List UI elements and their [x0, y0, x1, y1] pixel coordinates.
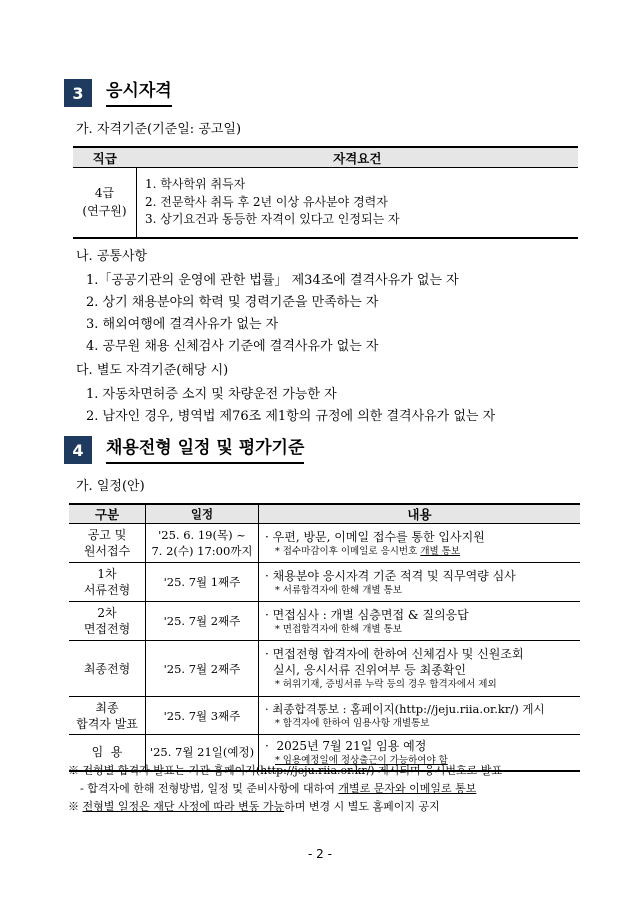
content-cell	[259, 697, 581, 735]
table-header: 일정	[146, 504, 259, 524]
common-item: 4. 공무원 채용 신체검사 기준에 결격사유가 없는 자	[86, 339, 379, 354]
stage-line: 최종	[95, 700, 119, 715]
content-note	[265, 545, 576, 558]
table-header: 자격요건	[137, 147, 579, 168]
stage-line: 서류전형	[83, 583, 131, 597]
date-line: '25. 7월 1째주	[163, 575, 241, 589]
qualification-table	[73, 146, 578, 239]
content-line: · 최종합격통보 : 홈페이지(http://jeju.riia.or.kr/) 게시	[265, 702, 545, 716]
content-line: · 면접전형 합격자에 한하여 신체검사 및 신원조회	[265, 647, 524, 661]
section-4-heading	[64, 435, 304, 465]
table-header: 직급	[73, 147, 137, 168]
requirements-cell	[137, 168, 579, 238]
separate-item: 1. 자동차면허증 소지 및 차량운전 가능한 자	[86, 387, 337, 402]
common-item: 1.「공공기관의 운영에 관한 법률」 제34조에 결격사유가 없는 자	[86, 273, 459, 288]
table-row	[69, 524, 580, 563]
table-row	[69, 641, 580, 697]
section-title: 채용전형 일정 및 평가기준	[106, 437, 304, 464]
schedule-table	[69, 503, 580, 772]
section-title: 응시자격	[106, 80, 172, 107]
date-cell	[146, 641, 259, 697]
content-line: · 채용분야 응시자격 기준 적격 및 직무역량 심사	[265, 568, 516, 583]
note-underlined: 전형별 일정은 재단 사정에 따라 변동 가능	[82, 800, 285, 813]
stage-cell	[69, 641, 146, 697]
subheading-da: 다. 별도 자격기준(해당 시)	[76, 363, 229, 378]
footnote-2	[80, 781, 476, 797]
subheading-na: 나. 공통사항	[76, 249, 148, 264]
stage-line: 합격자 발표	[76, 716, 138, 731]
grade-cell	[73, 168, 137, 238]
stage-cell	[69, 524, 146, 563]
note-underlined: 개별로 문자와 이메일로 통보	[338, 782, 477, 795]
requirement-item: 3. 상기요건과 동등한 자격이 있다고 인정되는 자	[145, 212, 400, 226]
content-cell	[259, 563, 581, 602]
stage-cell	[69, 697, 146, 735]
section-3-heading	[64, 78, 172, 108]
grade-line: 4급	[94, 186, 115, 201]
table-row	[69, 602, 580, 641]
stage-line: 2차	[97, 606, 117, 620]
content-cell	[259, 602, 581, 641]
requirement-item: 1. 학사학위 취득자	[145, 177, 246, 191]
date-line: '25. 7월 3째주	[163, 708, 241, 723]
date-line: 7. 2(수) 17:00까지	[151, 544, 253, 558]
footnote-3	[68, 799, 440, 815]
note-text: 하며 변경 시 별도 홈페이지 공지	[284, 800, 440, 813]
date-cell	[146, 697, 259, 735]
stage-line: 면접전형	[83, 622, 131, 636]
stage-cell	[69, 563, 146, 602]
content-line: · 2025년 7월 21일 임용 예정	[265, 738, 427, 753]
date-line: '25. 7월 2째주	[163, 661, 241, 676]
table-header: 구분	[69, 504, 146, 524]
note-underlined: 개별 통보	[420, 545, 461, 557]
section-number: 3	[64, 79, 92, 107]
date-cell	[146, 524, 259, 563]
content-line: 실시, 응시서류 진위여부 등 최종확인	[273, 663, 466, 677]
grade-line: (연구원)	[82, 204, 127, 219]
stage-cell	[69, 602, 146, 641]
content-line: · 우편, 방문, 이메일 접수를 통한 입사지원	[265, 529, 485, 544]
content-line: · 면접심사 : 개별 심층면접 & 질의응답	[265, 607, 469, 622]
note-symbol: ※	[68, 800, 83, 813]
common-item: 3. 해외여행에 결격사유가 없는 자	[86, 317, 279, 332]
page-number: - 2 -	[308, 847, 332, 861]
content-note: * 서류합격자에 한해 개별 통보	[275, 584, 402, 596]
note-underlined: * 임용예정일에 정상출근이 가능하여야 함	[275, 754, 448, 766]
table-header: 내용	[259, 504, 581, 524]
content-note: * 면접합격자에 한해 개별 통보	[275, 623, 402, 635]
stage-line: 원서접수	[83, 544, 131, 558]
date-line: '25. 6. 19(목) ~	[158, 528, 246, 542]
stage-line: 임 용	[91, 745, 123, 760]
content-note: * 허위기재, 증빙서류 누락 등의 경우 합격자에서 제외	[275, 679, 497, 690]
table-row	[69, 697, 580, 735]
note-text: - 합격자에 한해 전형방법, 일정 및 준비사항에 대하여	[80, 782, 339, 795]
footnote-1: ※ 전형별 합격자 발표는 기관 홈페이지(http://jeju.riia.or.kr/) 게시되며 응시번호로 발표	[68, 764, 502, 777]
subheading-ga: 가. 자격기준(기준일: 공고일)	[76, 122, 242, 137]
content-note: * 합격자에 한하여 임용사항 개별통보	[275, 718, 430, 729]
date-line: '25. 7월 2째주	[163, 614, 241, 628]
requirement-item: 2. 전문학사 취득 후 2년 이상 유사분야 경력자	[145, 194, 388, 209]
separate-item: 2. 남자인 경우, 병역법 제76조 제1항의 규정에 의한 결격사유가 없는 자	[86, 409, 496, 424]
note-text: * 접수마감이후 이메일로 응시번호	[275, 545, 421, 557]
stage-line: 1차	[97, 567, 117, 581]
content-cell	[259, 524, 581, 563]
content-cell	[259, 641, 581, 697]
common-item: 2. 상기 채용분야의 학력 및 경력기준을 만족하는 자	[86, 295, 379, 310]
table-row	[69, 563, 580, 602]
stage-line: 공고 및	[87, 528, 127, 542]
date-cell	[146, 563, 259, 602]
stage-line: 최종전형	[83, 661, 131, 676]
subheading-ga: 가. 일정(안)	[76, 479, 145, 494]
date-cell	[146, 602, 259, 641]
section-number: 4	[64, 436, 92, 464]
date-line: '25. 7월 21일(예정)	[149, 745, 255, 760]
